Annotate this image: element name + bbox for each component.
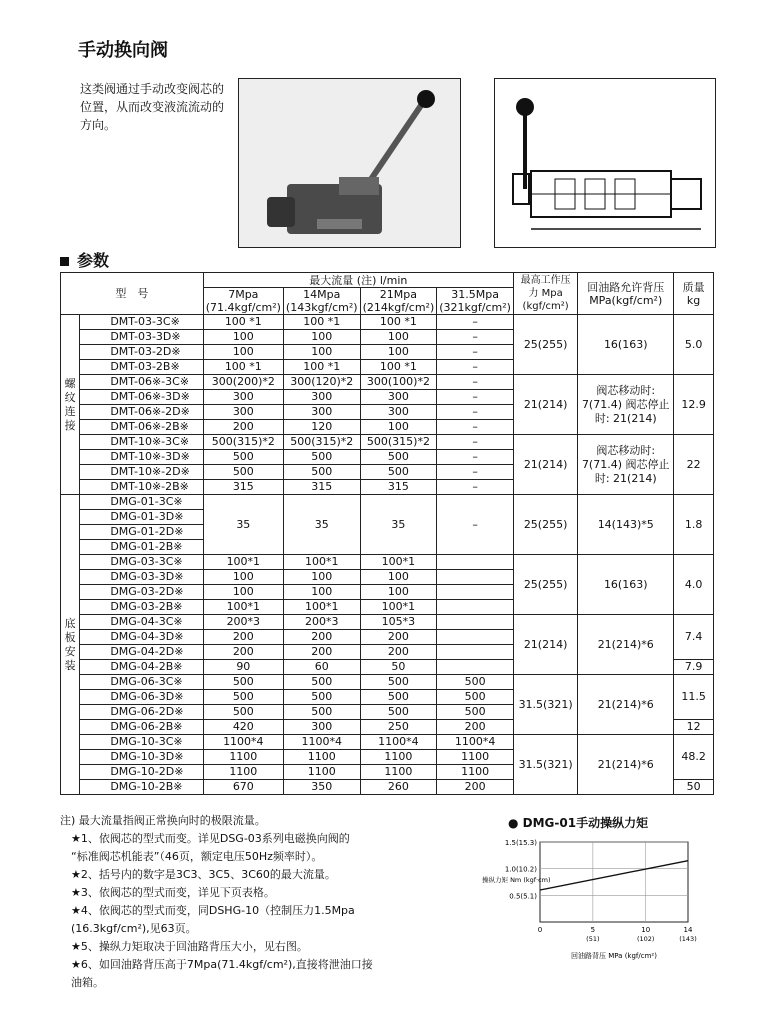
mass-cell: 7.9 xyxy=(674,660,714,675)
model-cell: DMG-01-2B※ xyxy=(80,540,203,555)
flow-cell: 100 xyxy=(203,570,283,585)
table-row xyxy=(61,735,714,750)
flow-cell: 50 xyxy=(360,660,437,675)
flow-cell: 200 xyxy=(203,420,283,435)
flow-cell: 500 xyxy=(360,465,437,480)
flow-cell: 200 xyxy=(437,720,514,735)
mass-cell: 22 xyxy=(674,435,714,495)
flow-cell: 300(200)*2 xyxy=(203,375,283,390)
back-pressure-cell: 21(214)*6 xyxy=(578,615,674,675)
flow-cell: 315 xyxy=(203,480,283,495)
y-tick-label: 0.5(5.1) xyxy=(509,892,537,901)
flow-cell: 500 xyxy=(437,690,514,705)
flow-cell: – xyxy=(437,390,514,405)
flow-cell xyxy=(437,570,514,585)
back-pressure-cell: 21(214)*6 xyxy=(578,675,674,735)
flow-cell: – xyxy=(437,480,514,495)
note-line: ★3、依阀芯的型式而变，详见下页表格。 xyxy=(60,886,275,899)
note-line: ★5、操纵力矩取决于回油路背压大小，见右图。 xyxy=(60,940,308,953)
model-cell: DMG-03-2D※ xyxy=(80,585,203,600)
flow-cell: 105*3 xyxy=(360,615,437,630)
flow-cell: 35 xyxy=(283,495,360,555)
flow-cell xyxy=(437,555,514,570)
flow-cell: 100 *1 xyxy=(203,360,283,375)
flow-cell xyxy=(437,660,514,675)
note-line: ★6、如回油路背压高于7Mpa(71.4kgf/cm²),直接将泄油口接 xyxy=(60,958,373,971)
section-heading: 参数 xyxy=(60,248,109,271)
mass-cell: 50 xyxy=(674,780,714,795)
flow-cell xyxy=(437,615,514,630)
flow-cell: 260 xyxy=(360,780,437,795)
mass-cell: 7.4 xyxy=(674,615,714,660)
flow-cell: 120 xyxy=(283,420,360,435)
flow-cell: – xyxy=(437,495,514,555)
flow-cell: 500 xyxy=(360,690,437,705)
flow-cell: 500 xyxy=(283,690,360,705)
flow-cell: 200 xyxy=(203,645,283,660)
flow-cell: 200 xyxy=(203,630,283,645)
model-cell: DMG-06-2D※ xyxy=(80,705,203,720)
flow-cell: 100 xyxy=(283,330,360,345)
pressure-cell: 31.5(321) xyxy=(513,735,577,795)
model-cell: DMT-03-3C※ xyxy=(80,315,203,330)
flow-cell: 300(100)*2 xyxy=(360,375,437,390)
mass-cell: 4.0 xyxy=(674,555,714,615)
flow-cell: 100*1 xyxy=(360,600,437,615)
valve-schematic xyxy=(494,78,716,248)
col-model: 型 号 xyxy=(61,273,204,315)
flow-cell: 300 xyxy=(283,720,360,735)
col-31-5mpa: 31.5Mpa (321kgf/cm²) xyxy=(437,288,514,315)
col-7mpa: 7Mpa (71.4kgf/cm²) xyxy=(203,288,283,315)
mass-cell: 12 xyxy=(674,720,714,735)
flow-cell: 500(315)*2 xyxy=(203,435,283,450)
flow-cell: 100 *1 xyxy=(283,315,360,330)
model-cell: DMG-06-2B※ xyxy=(80,720,203,735)
x-tick-label: 0 xyxy=(537,926,543,934)
flow-cell: 250 xyxy=(360,720,437,735)
chart-title: ● DMG-01手动操纵力矩 xyxy=(508,816,649,830)
model-cell: DMT-03-2D※ xyxy=(80,345,203,360)
model-cell: DMG-06-3D※ xyxy=(80,690,203,705)
pressure-cell: 21(214) xyxy=(513,375,577,435)
flow-cell: – xyxy=(437,345,514,360)
note-line: ★2、括号内的数字是3C3、3C5、3C60的最大流量。 xyxy=(60,868,336,881)
model-cell: DMT-10※-2D※ xyxy=(80,465,203,480)
flow-cell: 500 xyxy=(283,465,360,480)
flow-cell: 500 xyxy=(283,675,360,690)
x-tick-label: 10 xyxy=(641,926,651,934)
flow-cell: 200 xyxy=(283,630,360,645)
flow-cell: 60 xyxy=(283,660,360,675)
flow-cell: 100*1 xyxy=(283,555,360,570)
table-row xyxy=(61,435,714,450)
pressure-cell: 25(255) xyxy=(513,495,577,555)
torque-chart xyxy=(478,832,708,962)
flow-cell: 670 xyxy=(203,780,283,795)
flow-cell: 500 xyxy=(437,705,514,720)
flow-cell: 500 xyxy=(437,675,514,690)
note-line: ★1、依阀芯的型式而变。详见DSG-03系列电磁换向阀的 xyxy=(60,832,350,845)
flow-cell: 500(315)*2 xyxy=(283,435,360,450)
back-pressure-cell: 16(163) xyxy=(578,315,674,375)
back-pressure-cell: 14(143)*5 xyxy=(578,495,674,555)
x-tick-sublabel: (51) xyxy=(586,935,600,943)
flow-cell: 500 xyxy=(203,705,283,720)
flow-cell: – xyxy=(437,420,514,435)
model-cell: DMG-03-2B※ xyxy=(80,600,203,615)
table-body xyxy=(61,315,714,795)
flow-cell: – xyxy=(437,315,514,330)
flow-cell: 100 xyxy=(203,330,283,345)
table-row xyxy=(61,315,714,330)
flow-cell: 100*1 xyxy=(283,600,360,615)
mass-cell: 12.9 xyxy=(674,375,714,435)
model-cell: DMG-04-3D※ xyxy=(80,630,203,645)
x-tick-sublabel: (102) xyxy=(636,935,655,943)
model-cell: DMT-03-3D※ xyxy=(80,330,203,345)
col-pressure: 最高工作压力 Mpa (kgf/cm²) xyxy=(513,273,577,315)
note-line: “标准阀芯机能表”（46页，额定电压50Hz频率时）。 xyxy=(60,850,323,863)
model-cell: DMG-10-3D※ xyxy=(80,750,203,765)
flow-cell: 100 *1 xyxy=(203,315,283,330)
model-cell: DMT-06※-2B※ xyxy=(80,420,203,435)
flow-cell: 420 xyxy=(203,720,283,735)
flow-cell: 200 xyxy=(360,645,437,660)
category-cell: 底板安装 xyxy=(61,495,80,795)
table-row xyxy=(61,615,714,630)
flow-cell: 100 xyxy=(360,420,437,435)
table-row xyxy=(61,675,714,690)
flow-cell: 100 xyxy=(203,585,283,600)
model-cell: DMG-04-2B※ xyxy=(80,660,203,675)
flow-cell: 500(315)*2 xyxy=(360,435,437,450)
footnotes xyxy=(60,812,480,992)
flow-cell: 35 xyxy=(203,495,283,555)
mass-cell: 48.2 xyxy=(674,735,714,780)
flow-cell: 1100 xyxy=(360,750,437,765)
flow-cell: 1100 xyxy=(283,765,360,780)
pressure-cell: 31.5(321) xyxy=(513,675,577,735)
flow-cell: 1100 xyxy=(283,750,360,765)
flow-cell: – xyxy=(437,360,514,375)
flow-cell: 100 xyxy=(360,570,437,585)
x-tick-sublabel: (143) xyxy=(679,935,697,943)
flow-cell: 100 xyxy=(283,570,360,585)
back-pressure-cell: 阀芯移动时: 7(71.4) 阀芯停止时: 21(214) xyxy=(578,375,674,435)
col-14mpa: 14Mpa (143kgf/cm²) xyxy=(283,288,360,315)
flow-cell: 300 xyxy=(283,390,360,405)
flow-cell: 1100*4 xyxy=(437,735,514,750)
back-pressure-cell: 21(214)*6 xyxy=(578,735,674,795)
flow-cell: 100*1 xyxy=(203,555,283,570)
flow-cell: 1100*4 xyxy=(203,735,283,750)
note-line: ★4、依阀芯的型式而变，同DSHG-10（控制压力1.5Mpa xyxy=(60,904,355,917)
flow-cell: 300 xyxy=(283,405,360,420)
x-axis-label: 回油路背压 MPa (kgf/cm²) xyxy=(571,952,657,960)
flow-cell: 350 xyxy=(283,780,360,795)
model-cell: DMG-01-2D※ xyxy=(80,525,203,540)
page-title: 手动换向阀 xyxy=(78,40,168,61)
category-cell: 螺纹连接 xyxy=(61,315,80,495)
model-cell: DMG-06-3C※ xyxy=(80,675,203,690)
flow-cell xyxy=(437,600,514,615)
model-cell: DMG-04-3C※ xyxy=(80,615,203,630)
flow-cell: 500 xyxy=(283,450,360,465)
plot-frame xyxy=(540,842,688,922)
flow-cell: 1100 xyxy=(360,765,437,780)
col-21mpa: 21Mpa (214kgf/cm²) xyxy=(360,288,437,315)
flow-cell: – xyxy=(437,465,514,480)
flow-cell xyxy=(437,630,514,645)
model-cell: DMT-06※-3D※ xyxy=(80,390,203,405)
flow-cell: 200 xyxy=(360,630,437,645)
flow-cell: 35 xyxy=(360,495,437,555)
col-mass: 质量 kg xyxy=(674,273,714,315)
flow-cell: 100 xyxy=(283,345,360,360)
model-cell: DMG-01-3C※ xyxy=(80,495,203,510)
flow-cell: 200*3 xyxy=(283,615,360,630)
flow-cell: 100 *1 xyxy=(360,315,437,330)
col-flow: 最大流量 (注) l/min xyxy=(203,273,513,288)
model-cell: DMT-03-2B※ xyxy=(80,360,203,375)
bullet-square-icon xyxy=(60,257,69,266)
flow-cell: 300 xyxy=(203,405,283,420)
flow-cell: 100 *1 xyxy=(360,360,437,375)
model-cell: DMG-10-2B※ xyxy=(80,780,203,795)
model-cell: DMG-04-2D※ xyxy=(80,645,203,660)
model-cell: DMG-03-3C※ xyxy=(80,555,203,570)
flow-cell: 500 xyxy=(203,675,283,690)
flow-cell: 500 xyxy=(360,450,437,465)
y-axis-label: 操纵力矩 Nm (kgf·cm) xyxy=(482,876,551,884)
flow-cell: 500 xyxy=(203,690,283,705)
note-line: 油箱。 xyxy=(60,976,104,989)
model-cell: DMT-10※-3C※ xyxy=(80,435,203,450)
flow-cell: – xyxy=(437,405,514,420)
flow-cell: 100*1 xyxy=(360,555,437,570)
flow-cell: 500 xyxy=(360,675,437,690)
flow-cell: 90 xyxy=(203,660,283,675)
flow-cell: 500 xyxy=(283,705,360,720)
flow-cell: 300(120)*2 xyxy=(283,375,360,390)
pressure-cell: 21(214) xyxy=(513,615,577,675)
col-back-pressure: 回油路允许背压 MPa(kgf/cm²) xyxy=(578,273,674,315)
flow-cell: 100 *1 xyxy=(283,360,360,375)
model-cell: DMT-10※-3D※ xyxy=(80,450,203,465)
note-line: 注) 最大流量指阀正常换向时的极限流量。 xyxy=(60,814,266,827)
flow-cell: 500 xyxy=(203,450,283,465)
back-pressure-cell: 16(163) xyxy=(578,555,674,615)
model-cell: DMG-03-3D※ xyxy=(80,570,203,585)
flow-cell xyxy=(437,645,514,660)
flow-cell: 100 xyxy=(360,345,437,360)
flow-cell: 500 xyxy=(360,705,437,720)
flow-cell: 315 xyxy=(283,480,360,495)
pressure-cell: 21(214) xyxy=(513,435,577,495)
flow-cell: 1100 xyxy=(437,750,514,765)
flow-cell: 200 xyxy=(437,780,514,795)
model-cell: DMG-10-2D※ xyxy=(80,765,203,780)
flow-cell: 300 xyxy=(360,405,437,420)
parameter-table xyxy=(60,272,714,795)
intro-text: 这类阀通过手动改变阀芯的位置，从而改变液流流动的方向。 xyxy=(80,82,225,132)
table-row xyxy=(61,495,714,510)
flow-cell: 100*1 xyxy=(203,600,283,615)
series-line xyxy=(540,861,688,890)
flow-cell: 1100*4 xyxy=(360,735,437,750)
pressure-cell: 25(255) xyxy=(513,315,577,375)
flow-cell: 1100 xyxy=(203,765,283,780)
table-row xyxy=(61,375,714,390)
flow-cell: 100 xyxy=(283,585,360,600)
table-row xyxy=(61,555,714,570)
y-tick-label: 1.5(15.3) xyxy=(504,839,537,847)
flow-cell: 1100 xyxy=(437,765,514,780)
model-cell: DMT-06※-2D※ xyxy=(80,405,203,420)
flow-cell: 200*3 xyxy=(203,615,283,630)
model-cell: DMG-10-3C※ xyxy=(80,735,203,750)
y-tick-label: 1.0(10.2) xyxy=(504,865,537,874)
flow-cell xyxy=(437,585,514,600)
flow-cell: 1100 xyxy=(203,750,283,765)
flow-cell: – xyxy=(437,450,514,465)
mass-cell: 5.0 xyxy=(674,315,714,375)
flow-cell: – xyxy=(437,375,514,390)
flow-cell: 500 xyxy=(203,465,283,480)
flow-cell: 200 xyxy=(283,645,360,660)
valve-photo xyxy=(238,78,461,248)
x-tick-label: 14 xyxy=(683,926,693,934)
note-line: (16.3kgf/cm²),见63页。 xyxy=(60,922,197,935)
flow-cell: 100 xyxy=(360,330,437,345)
model-cell: DMT-06※-3C※ xyxy=(80,375,203,390)
back-pressure-cell: 阀芯移动时: 7(71.4) 阀芯停止时: 21(214) xyxy=(578,435,674,495)
x-tick-label: 5 xyxy=(590,926,596,934)
flow-cell: – xyxy=(437,435,514,450)
mass-cell: 1.8 xyxy=(674,495,714,555)
model-cell: DMT-10※-2B※ xyxy=(80,480,203,495)
flow-cell: 315 xyxy=(360,480,437,495)
flow-cell: 300 xyxy=(203,390,283,405)
flow-cell: 300 xyxy=(360,390,437,405)
pressure-cell: 25(255) xyxy=(513,555,577,615)
model-cell: DMG-01-3D※ xyxy=(80,510,203,525)
mass-cell: 11.5 xyxy=(674,675,714,720)
flow-cell: 100 xyxy=(203,345,283,360)
flow-cell: – xyxy=(437,330,514,345)
flow-cell: 1100*4 xyxy=(283,735,360,750)
flow-cell: 100 xyxy=(360,585,437,600)
